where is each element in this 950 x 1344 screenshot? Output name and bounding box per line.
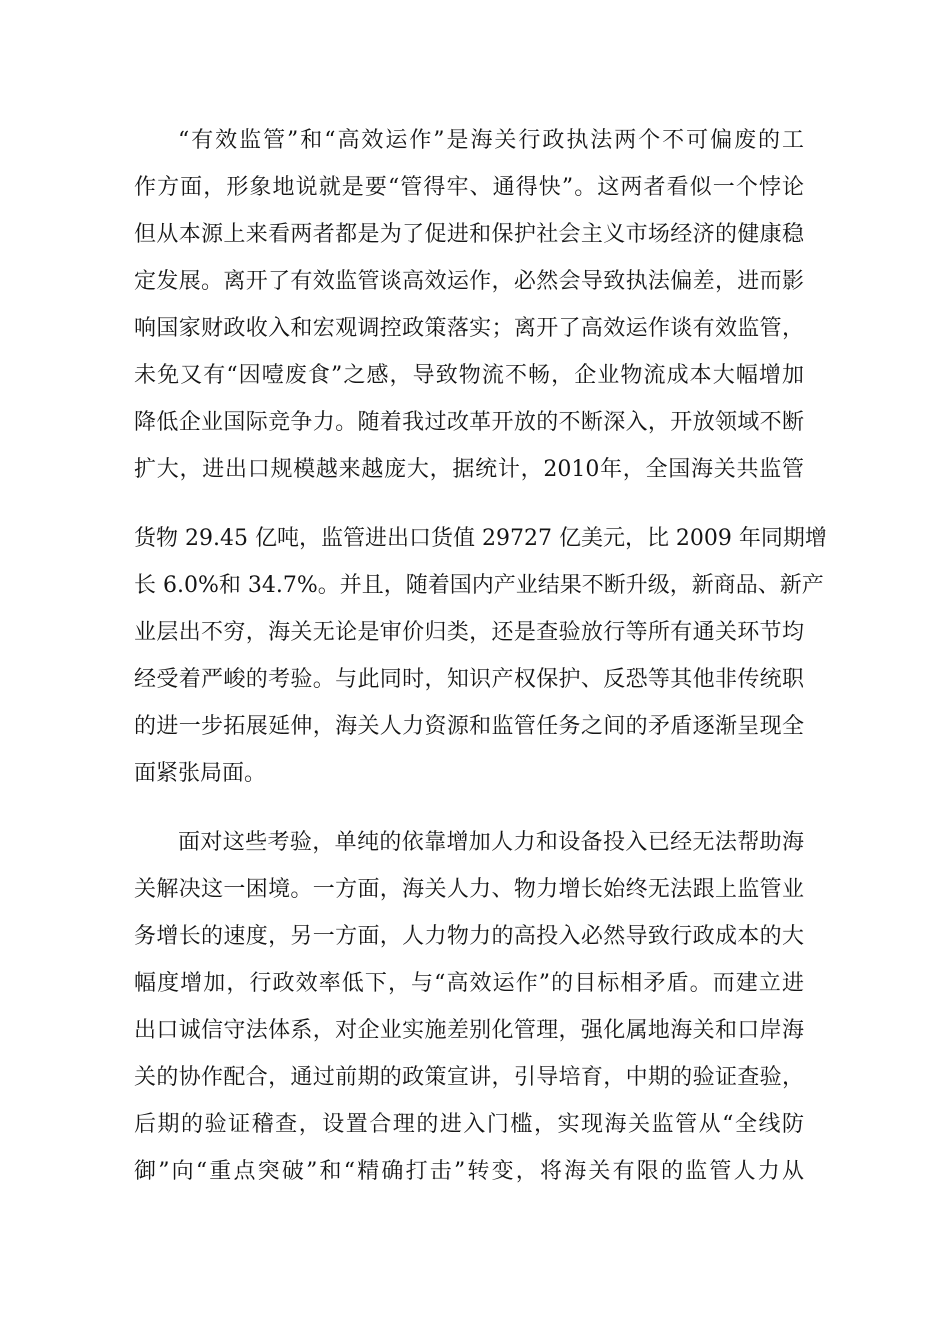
- paragraph-1-line-10: 长 6.0%和 34.7%。并且，随着国内产业结果不断升级，新商品、新产: [134, 573, 824, 598]
- paragraph-1-line-14: 面紧张局面。: [134, 761, 267, 786]
- paragraph-1-line-13: 的进一步拓展延伸，海关人力资源和监管任务之间的矛盾逐渐呈现全: [134, 714, 804, 739]
- paragraph-2-line-7: 后期的验证稽查，设置合理的进入门槛，实现海关监管从“全线防: [134, 1112, 804, 1137]
- paragraph-2-line-2: 关解决这一困境。一方面，海关人力、物力增长始终无法跟上监管业: [134, 877, 804, 902]
- paragraph-2-line-6: 关的协作配合，通过前期的政策宣讲，引导培育，中期的验证查验，: [134, 1065, 804, 1090]
- paragraph-1-line-2: 作方面，形象地说就是要“管得牢、通得快”。这两者看似一个悖论: [134, 175, 804, 200]
- paragraph-2-line-3: 务增长的速度，另一方面，人力物力的高投入必然导致行政成本的大: [134, 924, 804, 949]
- paragraph-1-line-7: 降低企业国际竞争力。随着我过改革开放的不断深入，开放领域不断: [134, 410, 804, 435]
- paragraph-1-line-9: 货物 29.45 亿吨，监管进出口货值 29727 亿美元，比 2009 年同期增: [134, 526, 827, 551]
- paragraph-1-line-4: 定发展。离开了有效监管谈高效运作，必然会导致执法偏差，进而影: [134, 269, 804, 294]
- paragraph-2-line-8: 御”向“重点突破”和“精确打击”转变，将海关有限的监管人力从: [134, 1159, 804, 1184]
- paragraph-1-line-5: 响国家财政收入和宏观调控政策落实；离开了高效运作谈有效监管，: [134, 316, 804, 341]
- paragraph-1-line-1: “有效监管”和“高效运作”是海关行政执法两个不可偏废的工: [178, 128, 804, 153]
- paragraph-1-line-3: 但从本源上来看两者都是为了促进和保护社会主义市场经济的健康稳: [134, 222, 804, 247]
- paragraph-1-line-8: 扩大，进出口规模越来越庞大，据统计，2010年，全国海关共监管: [134, 457, 804, 482]
- paragraph-2-line-4: 幅度增加，行政效率低下，与“高效运作”的目标相矛盾。而建立进: [134, 971, 804, 996]
- paragraph-2-line-5: 出口诚信守法体系，对企业实施差别化管理，强化属地海关和口岸海: [134, 1018, 804, 1043]
- paragraph-1-line-11: 业层出不穷，海关无论是审价归类，还是查验放行等所有通关环节均: [134, 620, 804, 645]
- paragraph-1-line-12: 经受着严峻的考验。与此同时，知识产权保护、反恐等其他非传统职: [134, 667, 804, 692]
- paragraph-1-line-6: 未免又有“因噎废食”之感，导致物流不畅，企业物流成本大幅增加: [134, 363, 804, 388]
- paragraph-2-line-1: 面对这些考验，单纯的依靠增加人力和设备投入已经无法帮助海: [178, 830, 804, 855]
